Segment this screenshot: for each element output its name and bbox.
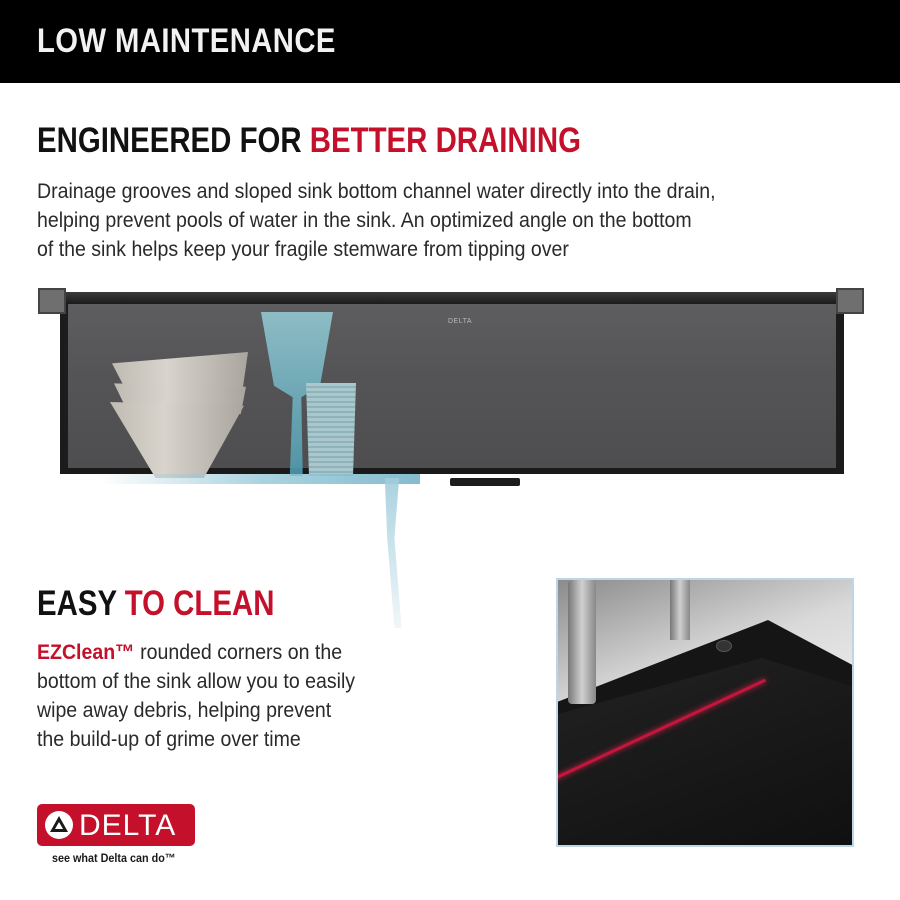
brand-tagline: see what Delta can do™ (52, 851, 176, 865)
header-bar (0, 0, 900, 83)
draining-line: of the sink helps keep your fragile stemware from tipping over (37, 238, 569, 261)
header-title: LOW MAINTENANCE (37, 22, 336, 60)
clean-line: wipe away debris, helping prevent (37, 699, 332, 722)
sink-cross-section-image (40, 288, 862, 488)
clean-line: bottom of the sink allow you to easily (37, 670, 356, 693)
faucet-icon (568, 580, 596, 704)
heading-plain: ENGINEERED FOR (37, 121, 310, 160)
tumbler-glass-icon (306, 383, 356, 476)
section-heading-clean (37, 584, 274, 624)
delta-logo (37, 804, 195, 846)
drain-icon (450, 478, 520, 486)
draining-line: helping prevent pools of water in the sink. An optimized angle on the bottom (37, 209, 692, 232)
sink-rim (40, 292, 862, 304)
draining-line: Drainage grooves and sloped sink bottom channel water directly into the drain, (37, 180, 716, 203)
heading-accent: TO CLEAN (124, 584, 275, 623)
sink-logo: DELTA (448, 318, 473, 325)
clean-line: rounded corners on the (134, 641, 343, 664)
clean-description (37, 638, 355, 754)
water-flow (100, 474, 420, 484)
ezclean-label: EZClean™ (37, 641, 135, 664)
heading-plain: EASY (37, 584, 125, 623)
water-stream-icon (380, 478, 404, 628)
air-switch-button-icon (716, 640, 732, 652)
draining-description (37, 177, 716, 264)
section-heading-draining (37, 121, 581, 161)
heading-accent: BETTER DRAINING (309, 121, 581, 160)
faucet-spout-icon (670, 580, 690, 640)
delta-triangle-icon (45, 811, 73, 839)
sink-corner-photo (556, 578, 854, 847)
clean-line: the build-up of grime over time (37, 728, 301, 751)
delta-wordmark: DELTA (79, 809, 177, 842)
